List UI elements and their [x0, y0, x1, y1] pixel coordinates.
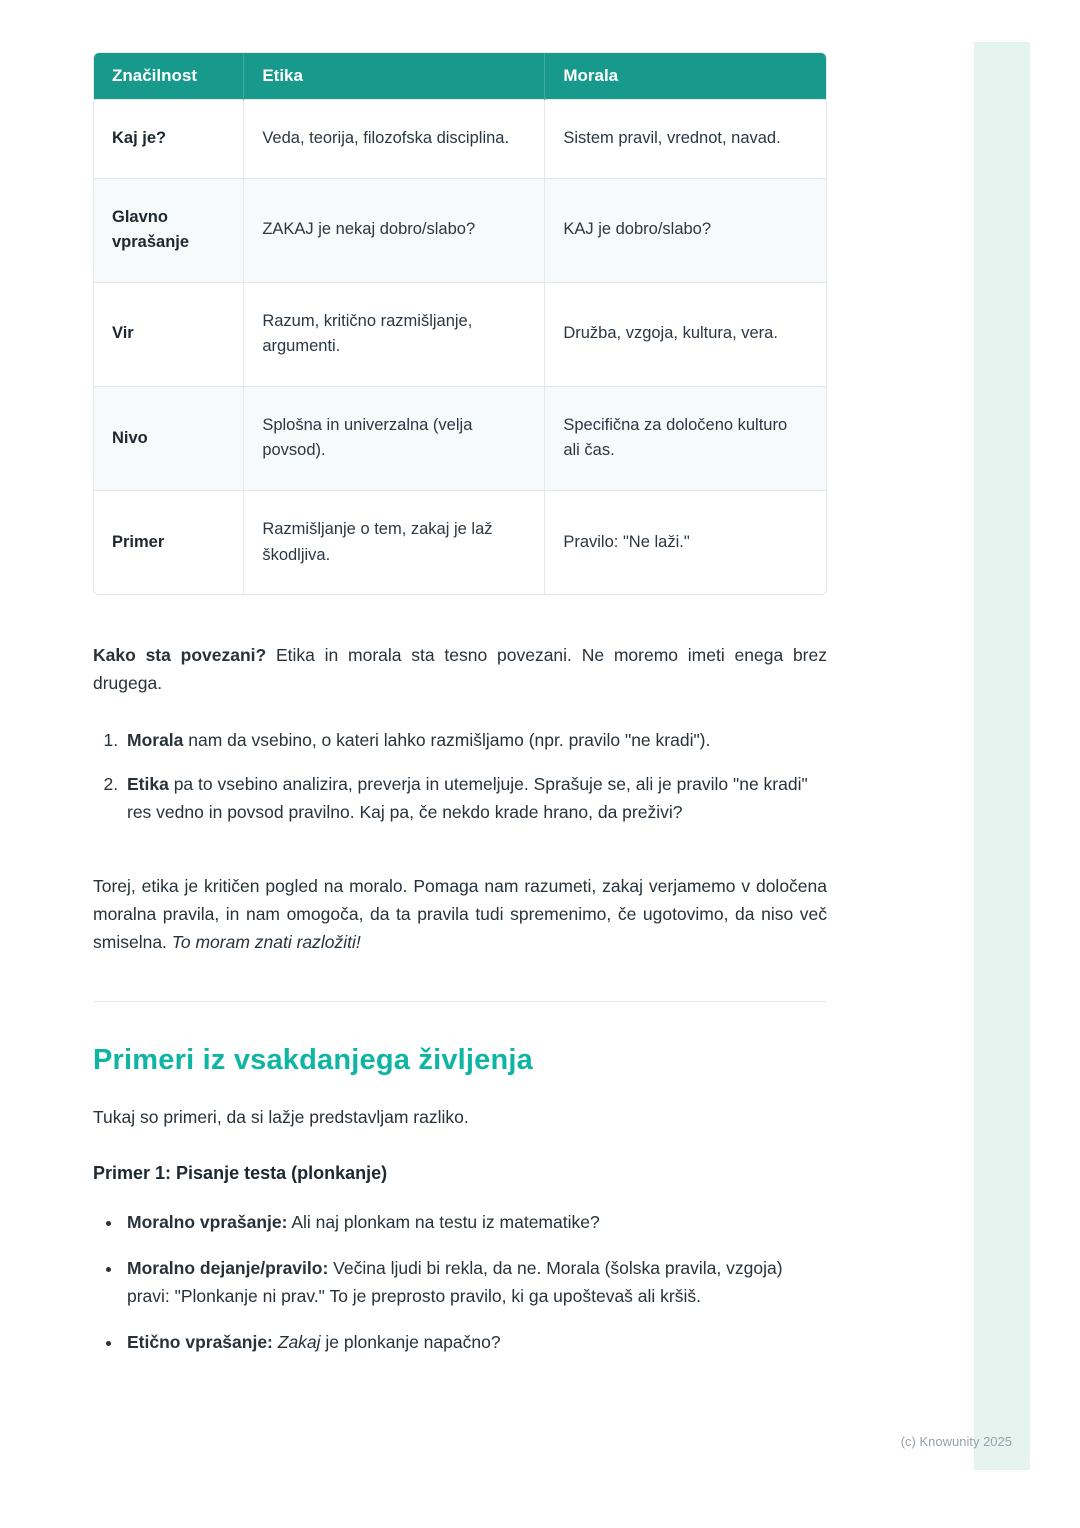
table-header-znacilnost: Značilnost — [94, 53, 244, 100]
table-cell: Pravilo: "Ne laži." — [545, 490, 826, 594]
table-cell: Veda, teorija, filozofska disciplina. — [244, 100, 545, 179]
bullet-item — [123, 1254, 827, 1310]
list-item-bold: Morala — [127, 729, 184, 750]
table-cell: Razmišljanje o tem, zakaj je laž škodljiva. — [244, 490, 545, 594]
example1-title: Primer 1: Pisanje testa (plonkanje) — [93, 1162, 388, 1183]
table-row — [94, 100, 826, 179]
table-row — [94, 282, 826, 386]
connection-paragraph — [93, 641, 827, 698]
list-item-text: nam da vsebino, o kateri lahko razmišljamo (npr. pravilo "ne kradi"). — [183, 729, 711, 750]
connection-lead-bold: Kako sta povezani? — [93, 645, 267, 666]
table-cell: KAJ je dobro/slabo? — [545, 178, 826, 282]
table-row — [94, 490, 826, 594]
decorative-side-stripe — [974, 42, 1030, 1470]
section-heading-primeri: Primeri iz vsakdanjega življenja — [93, 1043, 533, 1076]
bullet-bold: Etično vprašanje: — [127, 1331, 273, 1352]
bullet-bold: Moralno dejanje/pravilo: — [127, 1257, 329, 1278]
list-item — [123, 726, 827, 754]
table-cell: Družba, vzgoja, kultura, vera. — [545, 282, 826, 386]
table-cell: Sistem pravil, vrednot, navad. — [545, 100, 826, 179]
copyright-credit: (c) Knowunity 2025 — [900, 1434, 1012, 1449]
table-cell: Razum, kritično razmišljanje, argumenti. — [244, 282, 545, 386]
row-label-primer: Primer — [94, 490, 244, 594]
bullet-text: je plonkanje napačno? — [320, 1331, 501, 1352]
row-label-kaj-je: Kaj je? — [94, 100, 244, 179]
table-cell: Specifična za določeno kulturo ali čas. — [545, 386, 826, 490]
bullet-italic: Zakaj — [272, 1331, 321, 1352]
bullet-item — [123, 1328, 827, 1356]
table-cell: ZAKAJ je nekaj dobro/slabo? — [244, 178, 545, 282]
row-label-vir: Vir — [94, 282, 244, 386]
list-item-text: pa to vsebino analizira, preverja in utemeljuje. Sprašuje se, ali je pravilo "ne kradi" res vedno in povsod pravilno. Kaj pa, če nekdo krade hrano, da preživi? — [127, 773, 808, 822]
list-item-bold: Etika — [127, 773, 169, 794]
bullet-item — [123, 1208, 827, 1236]
conclusion-text: Torej, etika je kritičen pogled na moralo. Pomaga nam razumeti, zakaj verjamemo v določena moralna pravila, in nam omogoča, da ta pravila tudi spremenimo, če ugotovimo, da niso več smiselna. — [93, 875, 827, 953]
section-divider — [93, 1001, 827, 1002]
row-label-glavno-vprasanje: Glavno vprašanje — [94, 178, 244, 282]
bullet-text: Večina ljudi bi rekla, da ne. Morala (šolska pravila, vzgoja) pravi: "Plonkanje ni prav." To je preprosto pravilo, ki ga upoštevaš ali kršiš. — [127, 1257, 783, 1306]
table-header-row — [94, 53, 826, 100]
connection-text: Etika in morala sta tesno povezani. Ne moremo imeti enega brez drugega. — [93, 645, 827, 694]
document-content — [93, 52, 827, 1374]
bullet-text: Ali naj plonkam na testu iz matematike? — [287, 1211, 600, 1232]
conclusion-paragraph — [93, 872, 827, 957]
table-row — [94, 386, 826, 490]
table-cell: Splošna in univerzalna (velja povsod). — [244, 386, 545, 490]
bullet-bold: Moralno vprašanje: — [127, 1211, 288, 1232]
table-row — [94, 178, 826, 282]
morala-etika-ordered-list — [93, 726, 827, 826]
example1-bullet-list — [93, 1208, 827, 1356]
table-header-etika: Etika — [244, 53, 545, 100]
table-header-morala: Morala — [545, 53, 826, 100]
conclusion-italic-note: To moram znati razložiti! — [171, 932, 361, 953]
list-item — [123, 770, 827, 826]
row-label-nivo: Nivo — [94, 386, 244, 490]
examples-intro: Tukaj so primeri, da si lažje predstavljam razliko. — [93, 1106, 469, 1127]
ethics-morals-comparison-table — [93, 52, 827, 595]
